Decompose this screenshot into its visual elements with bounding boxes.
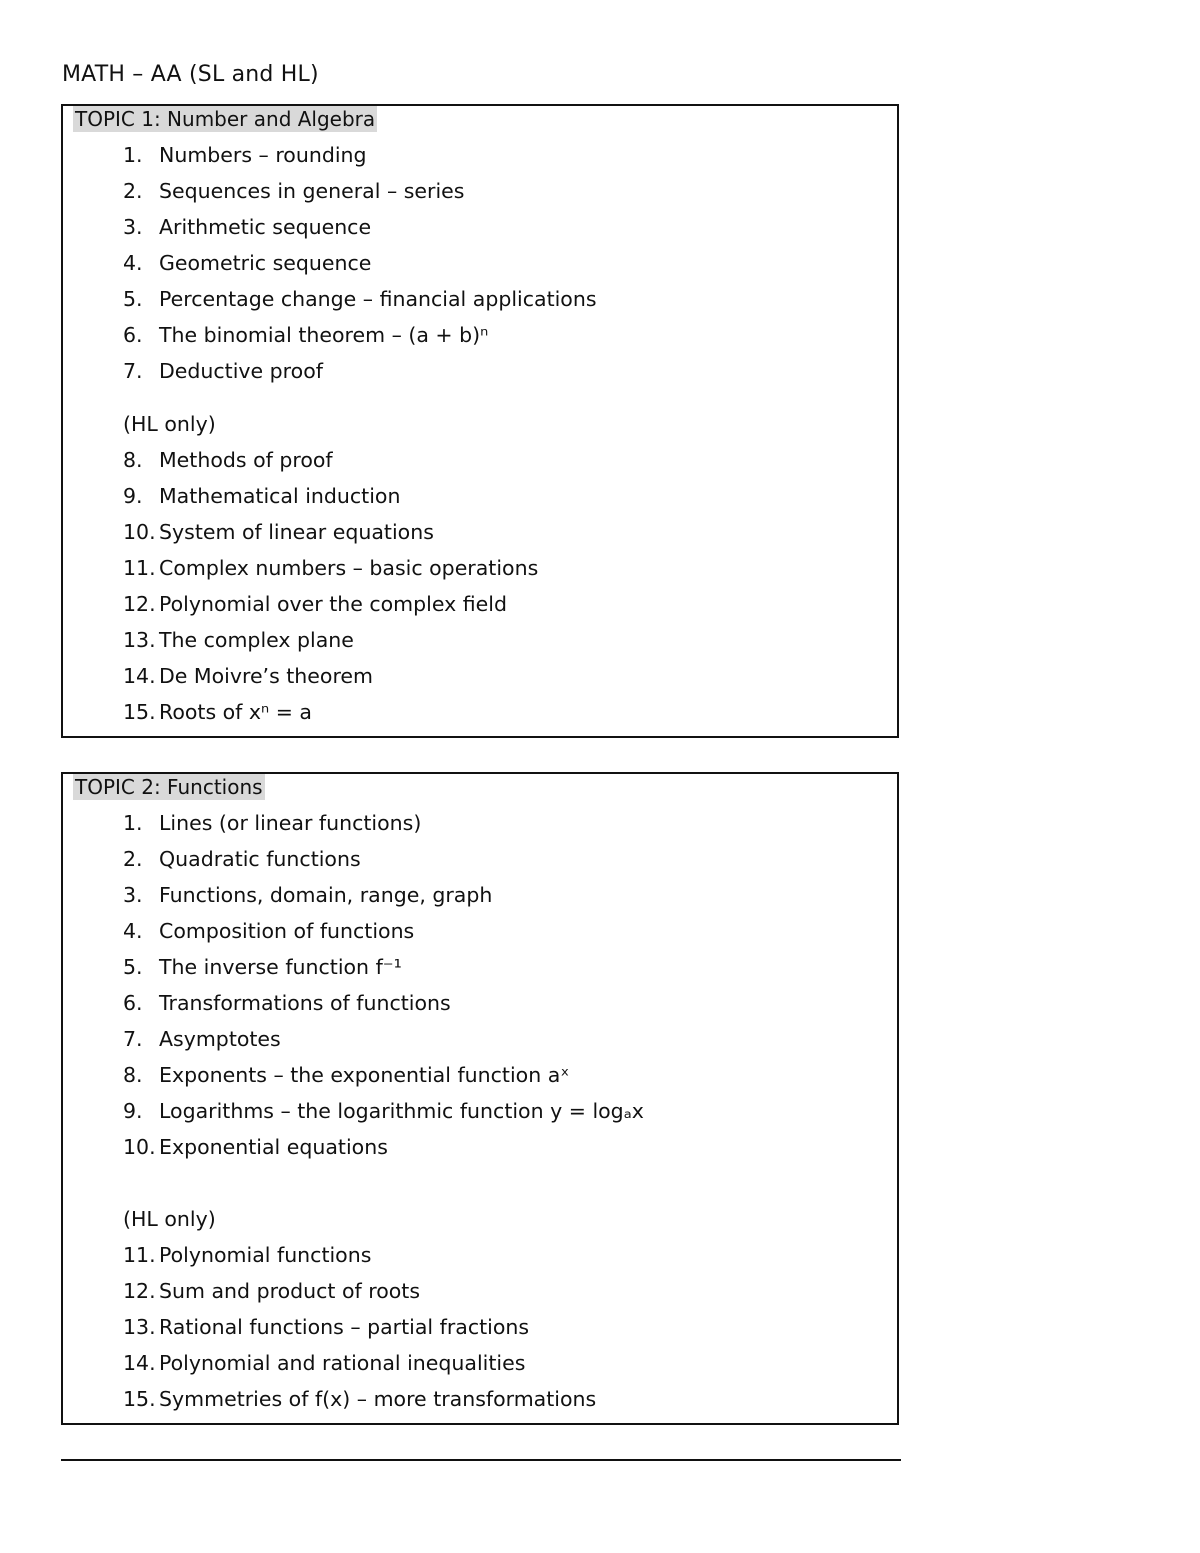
list-item — [123, 1312, 529, 1342]
bottom-divider — [61, 1459, 901, 1461]
item-text: Exponents – the exponential function aˣ — [159, 1063, 570, 1087]
list-item — [123, 916, 414, 946]
item-text: Exponential equations — [159, 1135, 388, 1159]
item-number: 11. — [123, 556, 156, 580]
item-text: Sequences in general – series — [159, 179, 465, 203]
item-text: De Moivre’s theorem — [159, 664, 374, 688]
topic-1-header: TOPIC 1: Number and Algebra — [75, 107, 376, 131]
list-item — [123, 1348, 525, 1378]
item-number: 11. — [123, 1243, 156, 1267]
list-item — [123, 1384, 596, 1414]
item-number: 15. — [123, 700, 156, 724]
item-number: 2. — [123, 179, 143, 203]
item-text: Numbers – rounding — [159, 143, 367, 167]
item-text: Polynomial and rational inequalities — [159, 1351, 526, 1375]
item-number: 7. — [123, 1027, 143, 1051]
item-text: The complex plane — [159, 628, 354, 652]
item-number: 9. — [123, 484, 143, 508]
item-number: 10. — [123, 1135, 156, 1159]
hl-only-label: (HL only) — [123, 412, 216, 436]
item-text: Symmetries of f(x) – more transformations — [159, 1387, 597, 1411]
item-number: 15. — [123, 1387, 156, 1411]
item-text: Rational functions – partial fractions — [159, 1315, 530, 1339]
item-number: 8. — [123, 1063, 143, 1087]
item-text: The binomial theorem – (a + b)ⁿ — [159, 323, 489, 347]
topic-1-box — [61, 104, 899, 738]
list-item — [123, 1240, 371, 1270]
list-item — [123, 176, 464, 206]
item-number: 7. — [123, 359, 143, 383]
list-item — [123, 481, 400, 511]
list-item — [123, 988, 451, 1018]
item-number: 1. — [123, 143, 143, 167]
item-number: 13. — [123, 628, 156, 652]
item-number: 6. — [123, 991, 143, 1015]
item-number: 3. — [123, 215, 143, 239]
item-text: Mathematical induction — [159, 484, 401, 508]
item-number: 10. — [123, 520, 156, 544]
list-item — [123, 320, 488, 350]
item-text: Asymptotes — [159, 1027, 281, 1051]
item-number: 2. — [123, 847, 143, 871]
item-text: System of linear equations — [159, 520, 434, 544]
list-item — [123, 1060, 569, 1090]
item-number: 1. — [123, 811, 143, 835]
document-title: MATH – AA (SL and HL) — [62, 62, 319, 87]
item-number: 12. — [123, 1279, 156, 1303]
item-text: Geometric sequence — [159, 251, 372, 275]
item-text: The inverse function f⁻¹ — [159, 955, 402, 979]
list-item — [123, 1096, 644, 1126]
list-item — [123, 248, 371, 278]
item-number: 12. — [123, 592, 156, 616]
item-number: 3. — [123, 883, 143, 907]
item-number: 4. — [123, 251, 143, 275]
item-text: Complex numbers – basic operations — [159, 556, 539, 580]
topic-2-box — [61, 772, 899, 1425]
item-text: Quadratic functions — [159, 847, 361, 871]
item-number: 14. — [123, 664, 156, 688]
item-text: Composition of functions — [159, 919, 415, 943]
list-item — [123, 553, 538, 583]
item-number: 14. — [123, 1351, 156, 1375]
item-number: 5. — [123, 287, 143, 311]
item-number: 9. — [123, 1099, 143, 1123]
item-text: Polynomial functions — [159, 1243, 372, 1267]
item-number: 6. — [123, 323, 143, 347]
item-text: Arithmetic sequence — [159, 215, 372, 239]
list-item — [123, 212, 371, 242]
topic-2-header: TOPIC 2: Functions — [75, 775, 263, 799]
list-item — [123, 284, 597, 314]
item-number: 13. — [123, 1315, 156, 1339]
list-item — [123, 356, 323, 386]
item-text: Sum and product of roots — [159, 1279, 420, 1303]
item-text: Methods of proof — [159, 448, 333, 472]
hl-only-label: (HL only) — [123, 1207, 216, 1231]
item-text: Transformations of functions — [159, 991, 451, 1015]
list-item — [123, 844, 361, 874]
item-text: Polynomial over the complex field — [159, 592, 507, 616]
list-item — [123, 625, 354, 655]
list-item — [123, 589, 507, 619]
list-item — [123, 952, 402, 982]
item-text: Lines (or linear functions) — [159, 811, 422, 835]
list-item — [123, 1276, 420, 1306]
list-item — [123, 1024, 281, 1054]
list-item — [123, 808, 421, 838]
item-text: Logarithms – the logarithmic function y = logₐx — [159, 1099, 644, 1123]
list-item — [123, 445, 333, 475]
item-text: Roots of xⁿ = a — [159, 700, 312, 724]
item-text: Deductive proof — [159, 359, 323, 383]
list-item — [123, 661, 373, 691]
item-text: Percentage change – financial applications — [159, 287, 597, 311]
list-item — [123, 1132, 388, 1162]
list-item — [123, 880, 492, 910]
item-number: 8. — [123, 448, 143, 472]
item-number: 5. — [123, 955, 143, 979]
list-item — [123, 517, 434, 547]
list-item — [123, 140, 367, 170]
list-item — [123, 697, 312, 727]
item-text: Functions, domain, range, graph — [159, 883, 493, 907]
item-number: 4. — [123, 919, 143, 943]
